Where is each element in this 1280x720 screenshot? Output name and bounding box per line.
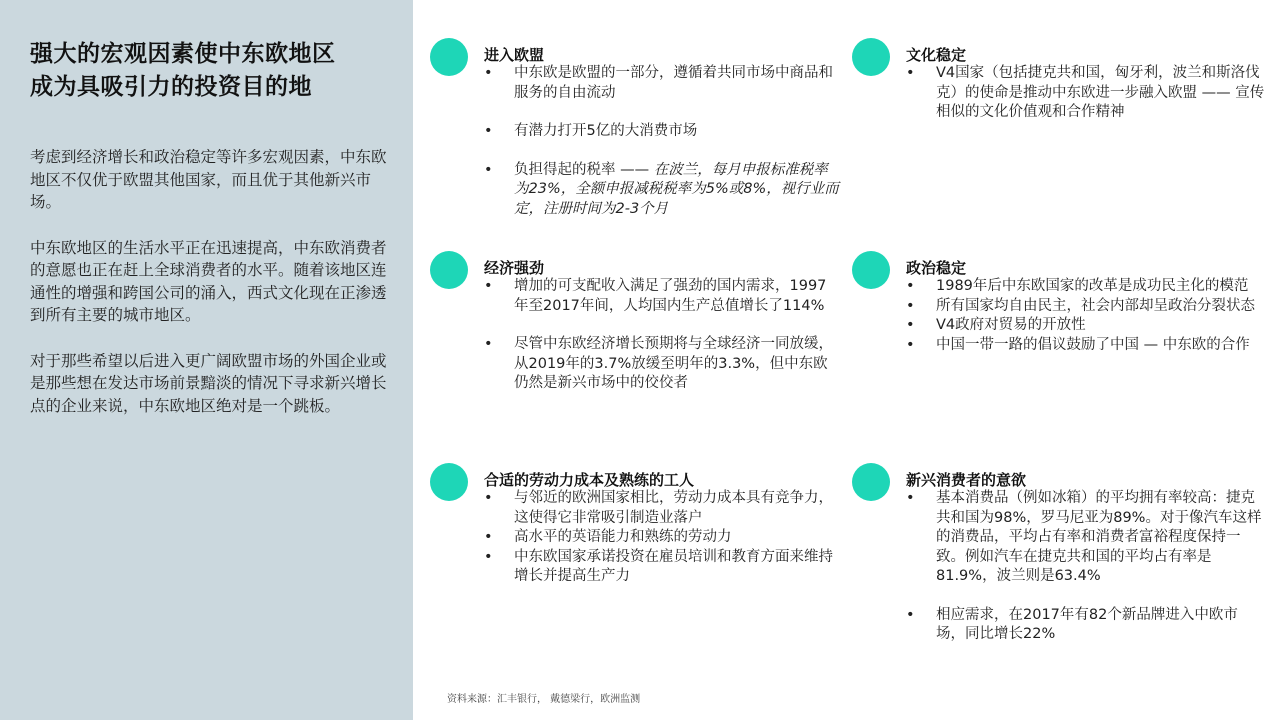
bullet-item: • 中东欧国家承诺投资在雇员培训和教育方面来维持增长并提高生产力: [484, 548, 840, 587]
intro-paragraph-2: 中东欧地区的生活水平正在迅速提高，中东欧消费者的意愿也正在赶上全球消费者的水平。随着该地区连通性的增强和跨国公司的涌入，西式文化现在正渗透到所有主要的城市地区。: [30, 238, 387, 324]
section-dot-icon: [430, 38, 468, 76]
section-title: 进入欧盟: [484, 46, 545, 64]
bullet-list: [906, 277, 1262, 355]
page-title: [30, 38, 389, 104]
bullet-list: [484, 64, 840, 219]
bullet-list: [484, 277, 840, 394]
bullet-item: • V4国家（包括捷克共和国，匈牙利，波兰和斯洛伐克）的使命是推动中东欧进一步融入欧盟 —— 宣传相似的文化价值观和合作精神: [906, 64, 1272, 123]
bullet-item: • 高水平的英语能力和熟练的劳动力: [484, 528, 840, 548]
intro-paragraph-1: 考虑到经济增长和政治稳定等许多宏观因素，中东欧地区不仅优于欧盟其他国家，而且优于其他新兴市场。: [30, 148, 387, 211]
bullet-text-italic: 在波兰，每月申报标准税率为23%，全额申报减税税率为5%或8%，视行业而定，注册时间为2-3个月: [514, 161, 839, 217]
bullet-item: • 所有国家均自由民主，社会内部却呈政治分裂状态: [906, 297, 1262, 317]
bullet-item: • 与邻近的欧洲国家相比，劳动力成本具有竞争力，这使得它非常吸引制造业落户: [484, 489, 840, 528]
section-title: 政治稳定: [906, 259, 967, 277]
bullet-item: • 中国一带一路的倡议鼓励了中国 — 中东欧的合作: [906, 336, 1262, 356]
intro-panel: [0, 0, 413, 720]
bullet-item: • 有潜力打开5亿的大消费市场: [484, 122, 840, 142]
section-title: 经济强劲: [484, 259, 545, 277]
section-title: 新兴消费者的意欲: [906, 471, 1027, 489]
bullet-item: • 相应需求，在2017年有82个新品牌进入中欧市场，同比增长22%: [906, 606, 1262, 645]
section-title: 文化稳定: [906, 46, 967, 64]
bullet-item: [484, 161, 840, 220]
source-note: 资料来源：汇丰银行， 戴德梁行，欧洲监测: [447, 694, 641, 705]
intro-paragraph-3: 对于那些希望以后进入更广阔欧盟市场的外国企业或是那些想在发达市场前景黯淡的情况下寻求新兴增长点的企业来说，中东欧地区绝对是一个跳板。: [30, 351, 387, 415]
bullet-item: • 1989年后中东欧国家的改革是成功民主化的模范: [906, 277, 1262, 297]
bullet-item: • 基本消费品（例如冰箱）的平均拥有率较高：捷克共和国为98%，罗马尼亚为89%。对于像汽车这样的消费品，平均占有率和消费者富裕程度保持一致。例如汽车在捷克共和国的平均占有率是81.9%，波兰则是63.4%: [906, 489, 1262, 587]
bullet-list: [906, 489, 1262, 645]
bullet-item: • V4政府对贸易的开放性: [906, 316, 1262, 336]
bullet-item: • 增加的可支配收入满足了强劲的国内需求，1997年至2017年间，人均国内生产总值增长了114%: [484, 277, 840, 316]
bullet-list: [906, 64, 1272, 123]
section-dot-icon: [852, 251, 890, 289]
bullet-item: • 尽管中东欧经济增长预期将与全球经济一同放缓，从2019年的3.7%放缓至明年的3.3%，但中东欧仍然是新兴市场中的佼佼者: [484, 335, 840, 394]
title-line-2: 成为具吸引力的投资目的地: [30, 74, 312, 100]
section-dot-icon: [852, 463, 890, 501]
section-title: 合适的劳动力成本及熟练的工人: [484, 471, 695, 489]
section-dot-icon: [430, 463, 468, 501]
bullet-list: [484, 489, 840, 587]
section-dot-icon: [852, 38, 890, 76]
section-dot-icon: [430, 251, 468, 289]
bullet-item: • 中东欧是欧盟的一部分，遵循着共同市场中商品和服务的自由流动: [484, 64, 840, 103]
title-line-1: 强大的宏观因素使中东欧地区: [30, 41, 336, 67]
bullet-text: 负担得起的税率 ——: [514, 161, 654, 178]
